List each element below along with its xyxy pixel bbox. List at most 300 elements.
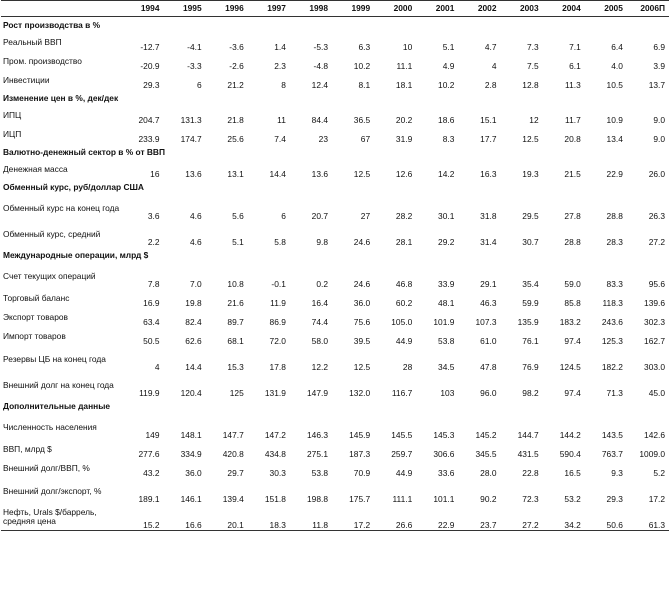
value-cell: 7.4 [274, 134, 286, 144]
value-cell: 13.6 [185, 169, 202, 179]
value-cell: 12.5 [522, 134, 539, 144]
value-cell: 5.2 [653, 468, 665, 478]
value-cell: 277.6 [138, 449, 160, 459]
value-cell: 46.3 [480, 298, 497, 308]
value-cell: 28.2 [395, 211, 413, 221]
value-cell: 53.2 [564, 494, 581, 504]
value-cell: 9.8 [316, 237, 328, 247]
value-cell: 3.6 [147, 211, 160, 221]
value-cell: 182.2 [601, 362, 623, 372]
value-cell: 19.8 [185, 298, 202, 308]
row-label: Обменный курс на конец года [3, 202, 120, 213]
value-cell: 15.2 [121, 504, 163, 531]
value-cell: 139.6 [644, 298, 665, 308]
value-cell: 14.4 [269, 169, 286, 179]
value-cell: 2.3 [274, 61, 286, 71]
value-cell: 259.7 [391, 449, 413, 459]
value-cell: 12 [529, 115, 539, 125]
value-cell: 125.3 [601, 336, 623, 346]
value-cell: 107.3 [475, 317, 497, 327]
value-cell: -4.8 [313, 61, 328, 71]
row-label: Импорт товаров [3, 331, 66, 341]
value-cell: 46.8 [395, 279, 413, 289]
value-cell: 97.4 [564, 388, 581, 398]
value-cell: 59.9 [522, 298, 539, 308]
value-cell: 16.4 [311, 298, 328, 308]
value-cell: 135.9 [517, 317, 539, 327]
value-cell: 183.2 [559, 317, 581, 327]
value-cell: 145.3 [433, 430, 455, 440]
section-title: Международные операции, млрд $ [3, 249, 149, 260]
value-cell: 142.6 [644, 430, 665, 440]
value-cell: 434.8 [264, 449, 286, 459]
value-cell: 25.6 [227, 134, 244, 144]
table-row [1, 106, 669, 125]
value-cell: 7.8 [147, 279, 160, 289]
value-cell: 9.3 [611, 468, 623, 478]
value-cell: 58.0 [311, 336, 328, 346]
value-cell: 7.5 [526, 61, 539, 71]
value-cell: 23.7 [458, 504, 500, 531]
value-cell: 53.8 [438, 336, 455, 346]
value-cell: 7.0 [189, 279, 202, 289]
value-cell: 275.1 [307, 449, 328, 459]
table-row [1, 440, 669, 459]
row-label: Внешний долг/экспорт, % [3, 485, 102, 496]
section-title: Рост производства в % [3, 19, 101, 30]
row-label: Нефть, Urals $/баррель, средняя цена [1, 504, 121, 531]
value-cell: 302.3 [644, 317, 665, 327]
value-cell: -20.9 [140, 61, 160, 71]
year-header: 2000 [374, 1, 416, 17]
value-cell: 7.3 [526, 42, 539, 52]
value-cell: 17.8 [269, 362, 286, 372]
value-cell: 12.5 [353, 362, 371, 372]
value-cell: 6.9 [653, 42, 665, 52]
value-cell: 6 [196, 80, 202, 90]
value-cell: 28.1 [395, 237, 413, 247]
value-cell: 162.7 [644, 336, 665, 346]
value-cell: 35.4 [522, 279, 539, 289]
header-row [1, 1, 669, 17]
value-cell: 29.5 [522, 211, 539, 221]
table-row [1, 289, 669, 308]
value-cell: 16 [150, 169, 160, 179]
section-header-row [1, 90, 669, 106]
row-label: Численность населения [3, 421, 97, 432]
value-cell: 23 [318, 134, 328, 144]
value-cell: 174.7 [180, 134, 202, 144]
value-cell: -3.3 [187, 61, 202, 71]
value-cell: 431.5 [517, 449, 539, 459]
value-cell: 36.0 [185, 468, 202, 478]
value-cell: 5.1 [232, 237, 244, 247]
table-row [1, 414, 669, 440]
value-cell: 39.5 [353, 336, 371, 346]
value-cell: 86.9 [269, 317, 286, 327]
value-cell: 148.1 [180, 430, 202, 440]
value-cell: 1009.0 [639, 449, 665, 459]
value-cell: 20.1 [206, 504, 248, 531]
value-cell: 31.8 [480, 211, 497, 221]
value-cell: 10.5 [606, 80, 623, 90]
value-cell: 34.5 [438, 362, 455, 372]
value-cell: 12.6 [395, 169, 413, 179]
value-cell: 96.0 [480, 388, 497, 398]
value-cell: 10.2 [438, 80, 455, 90]
value-cell: 145.9 [349, 430, 371, 440]
value-cell: 28.8 [564, 237, 581, 247]
value-cell: 33.9 [438, 279, 455, 289]
value-cell: 29.3 [606, 494, 623, 504]
table-row [1, 459, 669, 478]
year-header: 2003 [500, 1, 542, 17]
section-title: Валютно-денежный сектор в % от ВВП [3, 146, 165, 157]
value-cell: 20.8 [564, 134, 581, 144]
value-cell: 50.6 [585, 504, 627, 531]
year-header: 1999 [332, 1, 374, 17]
value-cell: 71.3 [606, 388, 623, 398]
value-cell: 21.2 [227, 80, 244, 90]
value-cell: 21.8 [227, 115, 244, 125]
value-cell: 13.4 [606, 134, 623, 144]
value-cell: 16.5 [564, 468, 581, 478]
value-cell: 105.0 [391, 317, 413, 327]
row-label: Реальный ВВП [3, 37, 62, 47]
year-header: 2006П [627, 1, 669, 17]
value-cell: 90.2 [480, 494, 497, 504]
row-label: Внешний долг на конец года [3, 379, 114, 390]
value-cell: 4.9 [442, 61, 455, 71]
value-cell: 48.1 [438, 298, 455, 308]
section-header-row [1, 247, 669, 263]
value-cell: 124.5 [559, 362, 581, 372]
value-cell: 143.5 [601, 430, 623, 440]
section-header-row [1, 17, 669, 34]
value-cell: 5.6 [232, 211, 244, 221]
value-cell: 59.0 [564, 279, 581, 289]
value-cell: 34.2 [543, 504, 585, 531]
value-cell: 29.3 [143, 80, 160, 90]
table-row [1, 160, 669, 179]
row-label: ВВП, млрд $ [3, 444, 52, 454]
value-cell: 50.5 [143, 336, 160, 346]
value-cell: 44.9 [395, 468, 413, 478]
value-cell: 131.9 [264, 388, 286, 398]
value-cell: 147.2 [264, 430, 286, 440]
year-header: 1996 [206, 1, 248, 17]
value-cell: 10.8 [227, 279, 244, 289]
value-cell: 33.6 [438, 468, 455, 478]
value-cell: 17.7 [480, 134, 497, 144]
value-cell: 334.9 [180, 449, 202, 459]
value-cell: 101.1 [433, 494, 455, 504]
value-cell: 22.9 [606, 169, 623, 179]
value-cell: 21.5 [564, 169, 581, 179]
value-cell: 4.7 [484, 42, 497, 52]
value-cell: 21.6 [227, 298, 244, 308]
value-cell: 590.4 [559, 449, 581, 459]
value-cell: 10.9 [606, 115, 623, 125]
value-cell: 18.1 [395, 80, 413, 90]
year-header: 1998 [290, 1, 332, 17]
value-cell: 8.1 [358, 80, 371, 90]
value-cell: 187.3 [349, 449, 371, 459]
value-cell: -12.7 [140, 42, 160, 52]
value-cell: 53.8 [311, 468, 328, 478]
value-cell: 29.7 [227, 468, 244, 478]
table-row [1, 221, 669, 247]
value-cell: 29.1 [480, 279, 497, 289]
value-cell: 27.2 [500, 504, 542, 531]
value-cell: 17.2 [648, 494, 665, 504]
value-cell: 146.1 [180, 494, 202, 504]
section-header-row [1, 398, 669, 414]
value-cell: 144.7 [517, 430, 539, 440]
value-cell: 120.4 [180, 388, 202, 398]
value-cell: 29.2 [438, 237, 455, 247]
value-cell: 5.8 [274, 237, 286, 247]
value-cell: 60.2 [395, 298, 413, 308]
value-cell: 11.9 [270, 298, 286, 308]
value-cell: 27.8 [564, 211, 581, 221]
value-cell: 8 [281, 80, 286, 90]
value-cell: 43.2 [143, 468, 160, 478]
value-cell: 61.3 [627, 504, 669, 531]
value-cell: 30.7 [522, 237, 539, 247]
row-label: Экспорт товаров [3, 312, 68, 322]
value-cell: 72.0 [269, 336, 286, 346]
value-cell: 345.5 [475, 449, 497, 459]
value-cell: 9.0 [653, 134, 665, 144]
year-header: 2005 [585, 1, 627, 17]
value-cell: 28.3 [606, 237, 623, 247]
value-cell: 119.9 [139, 388, 160, 398]
value-cell: 30.3 [269, 468, 286, 478]
section-title: Изменение цен в %, дек/дек [3, 92, 119, 103]
value-cell: 175.7 [349, 494, 371, 504]
value-cell: 83.3 [606, 279, 623, 289]
value-cell: 11.8 [290, 504, 332, 531]
value-cell: 28.0 [480, 468, 497, 478]
value-cell: 151.8 [264, 494, 286, 504]
value-cell: 4.6 [189, 237, 202, 247]
year-header: 1997 [248, 1, 290, 17]
value-cell: 103 [440, 388, 455, 398]
table-row [1, 125, 669, 144]
value-cell: 27 [360, 211, 371, 221]
value-cell: 111.1 [392, 494, 413, 504]
value-cell: 19.3 [522, 169, 539, 179]
value-cell: 16.6 [163, 504, 205, 531]
value-cell: -0.1 [271, 279, 286, 289]
value-cell: 20.2 [395, 115, 413, 125]
value-cell: 233.9 [138, 134, 160, 144]
table-row [1, 263, 669, 289]
value-cell: 98.2 [522, 388, 539, 398]
table-body [1, 17, 669, 531]
value-cell: 16.9 [143, 298, 160, 308]
row-label: Обменный курс, средний [3, 228, 101, 239]
value-cell: 13.1 [227, 169, 244, 179]
header-label-cell [1, 1, 121, 17]
value-cell: 85.8 [564, 298, 581, 308]
value-cell: 30.1 [438, 211, 455, 221]
row-label: ИЦП [3, 129, 22, 139]
row-label: Резервы ЦБ на конец года [3, 353, 106, 364]
value-cell: 7.1 [569, 42, 581, 52]
value-cell: 9.0 [653, 115, 665, 125]
table-row [1, 346, 669, 372]
value-cell: 2.2 [147, 237, 160, 247]
value-cell: 10.2 [353, 61, 371, 71]
value-cell: 22.8 [522, 468, 539, 478]
value-cell: 47.8 [480, 362, 497, 372]
value-cell: 36.5 [353, 115, 371, 125]
year-header: 2001 [416, 1, 458, 17]
value-cell: -2.6 [229, 61, 244, 71]
value-cell: 26.3 [648, 211, 665, 221]
value-cell: 75.6 [353, 317, 371, 327]
value-cell: 5.1 [442, 42, 455, 52]
value-cell: 11 [277, 115, 286, 125]
value-cell: 62.6 [185, 336, 202, 346]
value-cell: 4.0 [611, 61, 623, 71]
row-label: Пром. производство [3, 56, 82, 66]
value-cell: 144.2 [559, 430, 581, 440]
value-cell: 27.2 [648, 237, 665, 247]
value-cell: 24.6 [353, 279, 371, 289]
value-cell: -3.6 [229, 42, 244, 52]
value-cell: 101.9 [433, 317, 455, 327]
value-cell: 1.4 [274, 42, 286, 52]
value-cell: 15.3 [227, 362, 244, 372]
section-title: Дополнительные данные [3, 400, 111, 411]
value-cell: 11.1 [396, 61, 413, 71]
value-cell: 28 [402, 362, 413, 372]
value-cell: 420.8 [222, 449, 244, 459]
value-cell: 20.7 [311, 211, 328, 221]
value-cell: 145.2 [475, 430, 497, 440]
value-cell: 36.0 [353, 298, 371, 308]
value-cell: 84.4 [311, 115, 328, 125]
value-cell: 189.1 [138, 494, 160, 504]
value-cell: 45.0 [648, 388, 665, 398]
value-cell: 2.8 [484, 80, 497, 90]
value-cell: 74.4 [311, 317, 328, 327]
value-cell: 31.4 [480, 237, 497, 247]
value-cell: 63.4 [143, 317, 160, 327]
value-cell: 12.8 [522, 80, 539, 90]
value-cell: 204.7 [138, 115, 160, 125]
value-cell: 4.6 [189, 211, 202, 221]
table-row [1, 308, 669, 327]
table-row [1, 327, 669, 346]
value-cell: 76.1 [522, 336, 539, 346]
value-cell: 61.0 [480, 336, 497, 346]
row-label: Инвестиции [3, 75, 50, 85]
value-cell: 16.3 [480, 169, 497, 179]
value-cell: 95.6 [648, 279, 665, 289]
value-cell: 12.5 [353, 169, 371, 179]
value-cell: 132.0 [349, 388, 371, 398]
value-cell: 149 [145, 430, 160, 440]
section-header-row [1, 179, 669, 195]
value-cell: 4 [491, 61, 497, 71]
value-cell: -5.3 [313, 42, 328, 52]
value-cell: 303.0 [644, 362, 665, 372]
value-cell: 131.3 [180, 115, 202, 125]
table-row [1, 71, 669, 90]
value-cell: 89.7 [227, 317, 244, 327]
value-cell: 22.9 [416, 504, 458, 531]
value-cell: 306.6 [433, 449, 455, 459]
value-cell: 125 [229, 388, 244, 398]
value-cell: 26.0 [648, 169, 665, 179]
value-cell: 116.7 [391, 388, 413, 398]
value-cell: 82.4 [185, 317, 202, 327]
value-cell: 44.9 [395, 336, 413, 346]
year-header: 1995 [163, 1, 205, 17]
value-cell: 72.3 [522, 494, 539, 504]
table-row [1, 195, 669, 221]
value-cell: 97.4 [564, 336, 581, 346]
value-cell: 4 [154, 362, 160, 372]
value-cell: 12.2 [311, 362, 328, 372]
value-cell: 14.2 [438, 169, 455, 179]
section-title: Обменный курс, руб/доллар США [3, 181, 144, 192]
row-label: ИПЦ [3, 110, 22, 120]
row-label: Торговый баланс [3, 293, 70, 303]
year-header: 2004 [543, 1, 585, 17]
row-label: Счет текущих операций [3, 270, 96, 281]
value-cell: 147.7 [222, 430, 244, 440]
value-cell: 146.3 [307, 430, 328, 440]
value-cell: -4.1 [187, 42, 202, 52]
table-row [1, 33, 669, 52]
value-cell: 31.9 [395, 134, 413, 144]
value-cell: 118.3 [602, 298, 623, 308]
section-header-row [1, 144, 669, 160]
value-cell: 763.7 [601, 449, 623, 459]
value-cell: 243.6 [601, 317, 623, 327]
value-cell: 67 [360, 134, 371, 144]
value-cell: 17.2 [332, 504, 374, 531]
table-row [1, 372, 669, 398]
table-row [1, 504, 669, 531]
value-cell: 18.3 [248, 504, 290, 531]
value-cell: 24.6 [353, 237, 371, 247]
value-cell: 13.6 [311, 169, 328, 179]
value-cell: 6.4 [611, 42, 623, 52]
value-cell: 13.7 [648, 80, 665, 90]
value-cell: 26.6 [374, 504, 416, 531]
row-label: Внешний долг/ВВП, % [3, 463, 90, 473]
value-cell: 76.9 [522, 362, 539, 372]
macro-indicators-table [1, 0, 669, 531]
value-cell: 12.4 [311, 80, 328, 90]
row-label: Денежная масса [3, 164, 68, 174]
value-cell: 6.3 [358, 42, 371, 52]
value-cell: 8.3 [442, 134, 455, 144]
year-header: 1994 [121, 1, 163, 17]
value-cell: 147.9 [307, 388, 328, 398]
value-cell: 70.9 [353, 468, 371, 478]
value-cell: 14.4 [185, 362, 202, 372]
value-cell: 18.6 [438, 115, 455, 125]
year-header: 2002 [458, 1, 500, 17]
value-cell: 198.8 [307, 494, 328, 504]
